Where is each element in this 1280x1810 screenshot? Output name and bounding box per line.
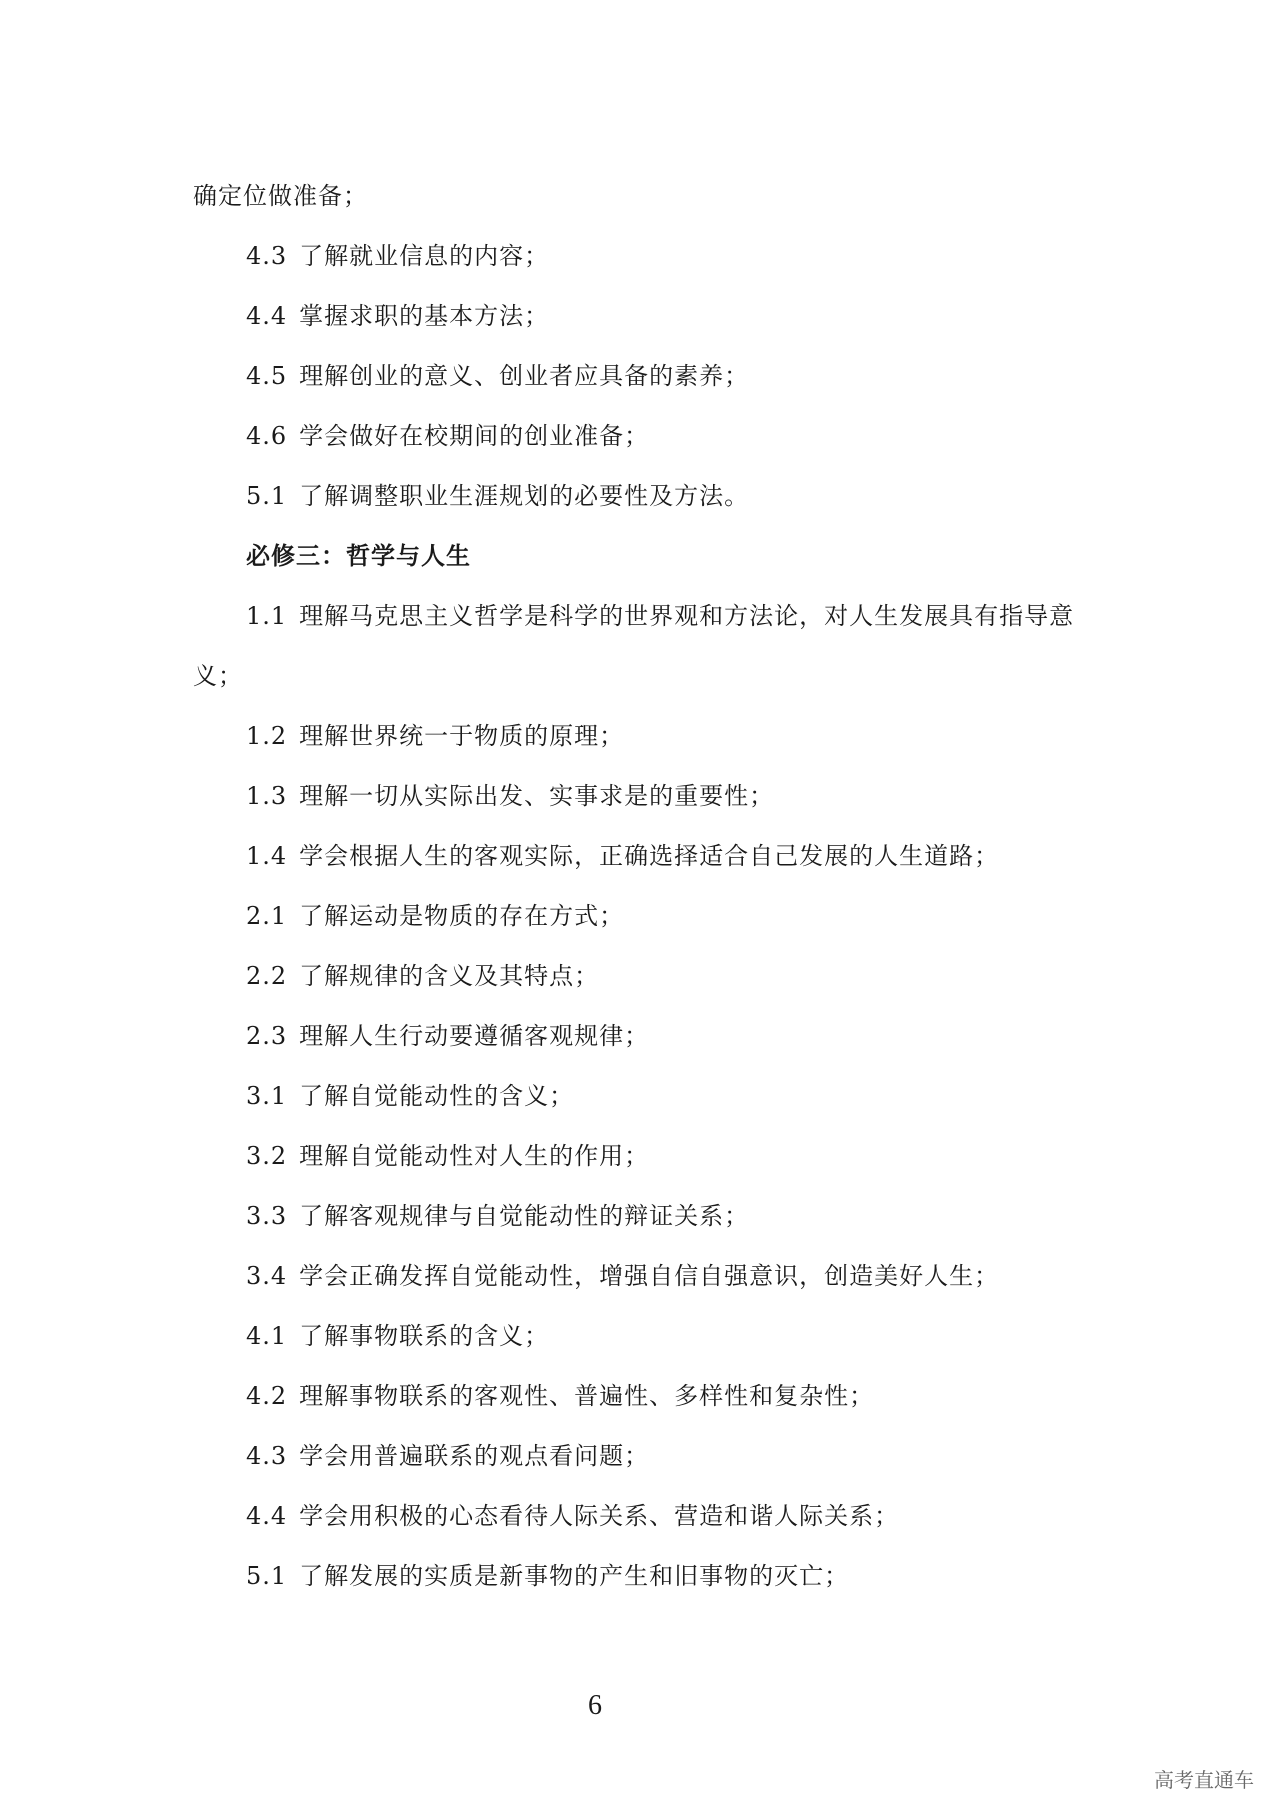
item-text: 了解发展的实质是新事物的产生和旧事物的灭亡； xyxy=(299,1562,850,1590)
item-number: 4.5 xyxy=(246,362,288,390)
item-text: 理解一切从实际出发、实事求是的重要性； xyxy=(299,782,775,810)
list-item xyxy=(246,900,624,932)
list-item xyxy=(246,1500,899,1532)
item-text: 学会根据人生的客观实际，正确选择适合自己发展的人生道路； xyxy=(299,842,1000,870)
list-item xyxy=(246,1560,849,1592)
item-number: 4.1 xyxy=(246,1322,288,1350)
list-item xyxy=(246,1380,874,1412)
item-text: 理解马克思主义哲学是科学的世界观和方法论，对人生发展具有指导意 xyxy=(299,602,1075,630)
list-item xyxy=(246,1440,649,1472)
item-number: 5.1 xyxy=(246,1562,288,1590)
item-text: 了解规律的含义及其特点； xyxy=(299,962,600,990)
item-number: 3.1 xyxy=(246,1082,288,1110)
item-number: 5.1 xyxy=(246,482,288,510)
item-number: 1.4 xyxy=(246,842,288,870)
item-text: 了解运动是物质的存在方式； xyxy=(299,902,625,930)
item-number: 3.3 xyxy=(246,1202,288,1230)
list-item xyxy=(246,480,749,512)
item-number: 4.3 xyxy=(246,242,288,270)
list-item xyxy=(246,780,774,812)
list-item xyxy=(246,1080,574,1112)
item-text: 了解自觉能动性的含义； xyxy=(299,1082,575,1110)
item-text: 理解事物联系的客观性、普遍性、多样性和复杂性； xyxy=(299,1382,875,1410)
list-item xyxy=(246,840,999,872)
list-item xyxy=(246,960,599,992)
item-number: 1.1 xyxy=(246,602,288,630)
item-number: 4.3 xyxy=(246,1442,288,1470)
item-text: 了解调整职业生涯规划的必要性及方法。 xyxy=(299,482,750,510)
list-item xyxy=(246,420,649,452)
item-text: 理解人生行动要遵循客观规律； xyxy=(299,1022,650,1050)
item-number: 3.4 xyxy=(246,1262,288,1290)
item-number: 1.2 xyxy=(246,722,288,750)
item-number: 3.2 xyxy=(246,1142,288,1170)
list-item xyxy=(246,720,624,752)
item-number: 1.3 xyxy=(246,782,288,810)
item-number: 4.6 xyxy=(246,422,288,450)
page-number: 6 xyxy=(588,1690,602,1721)
list-item xyxy=(246,300,549,332)
item-text: 了解就业信息的内容； xyxy=(299,242,550,270)
item-number: 4.2 xyxy=(246,1382,288,1410)
item-number: 4.4 xyxy=(246,302,288,330)
item-text: 学会用积极的心态看待人际关系、营造和谐人际关系； xyxy=(299,1502,900,1530)
list-item xyxy=(246,240,549,272)
item-text: 理解世界统一于物质的原理； xyxy=(299,722,625,750)
item-text: 学会正确发挥自觉能动性，增强自信自强意识，创造美好人生； xyxy=(299,1262,1000,1290)
watermark: 高考直通车 xyxy=(1154,1768,1254,1792)
paragraph-continuation xyxy=(193,180,368,212)
item-text: 了解客观规律与自觉能动性的辩证关系； xyxy=(299,1202,750,1230)
section-heading: 必修三：哲学与人生 xyxy=(246,542,471,570)
list-item xyxy=(246,1260,999,1292)
list-item xyxy=(246,1320,549,1352)
item-number: 4.4 xyxy=(246,1502,288,1530)
paragraph-continuation xyxy=(193,660,243,692)
paragraph-text: 确定位做准备； xyxy=(193,182,368,210)
item-text: 理解创业的意义、创业者应具备的素养； xyxy=(299,362,750,390)
list-item xyxy=(246,1140,649,1172)
item-text: 学会做好在校期间的创业准备； xyxy=(299,422,650,450)
list-item xyxy=(246,600,1074,632)
list-item xyxy=(246,1020,649,1052)
item-text: 学会用普遍联系的观点看问题； xyxy=(299,1442,650,1470)
item-text: 理解自觉能动性对人生的作用； xyxy=(299,1142,650,1170)
paragraph-text: 义； xyxy=(193,662,243,690)
item-number: 2.1 xyxy=(246,902,288,930)
list-item xyxy=(246,1200,749,1232)
item-text: 了解事物联系的含义； xyxy=(299,1322,550,1350)
list-item xyxy=(246,360,749,392)
item-number: 2.3 xyxy=(246,1022,288,1050)
item-text: 掌握求职的基本方法； xyxy=(299,302,550,330)
item-number: 2.2 xyxy=(246,962,288,990)
